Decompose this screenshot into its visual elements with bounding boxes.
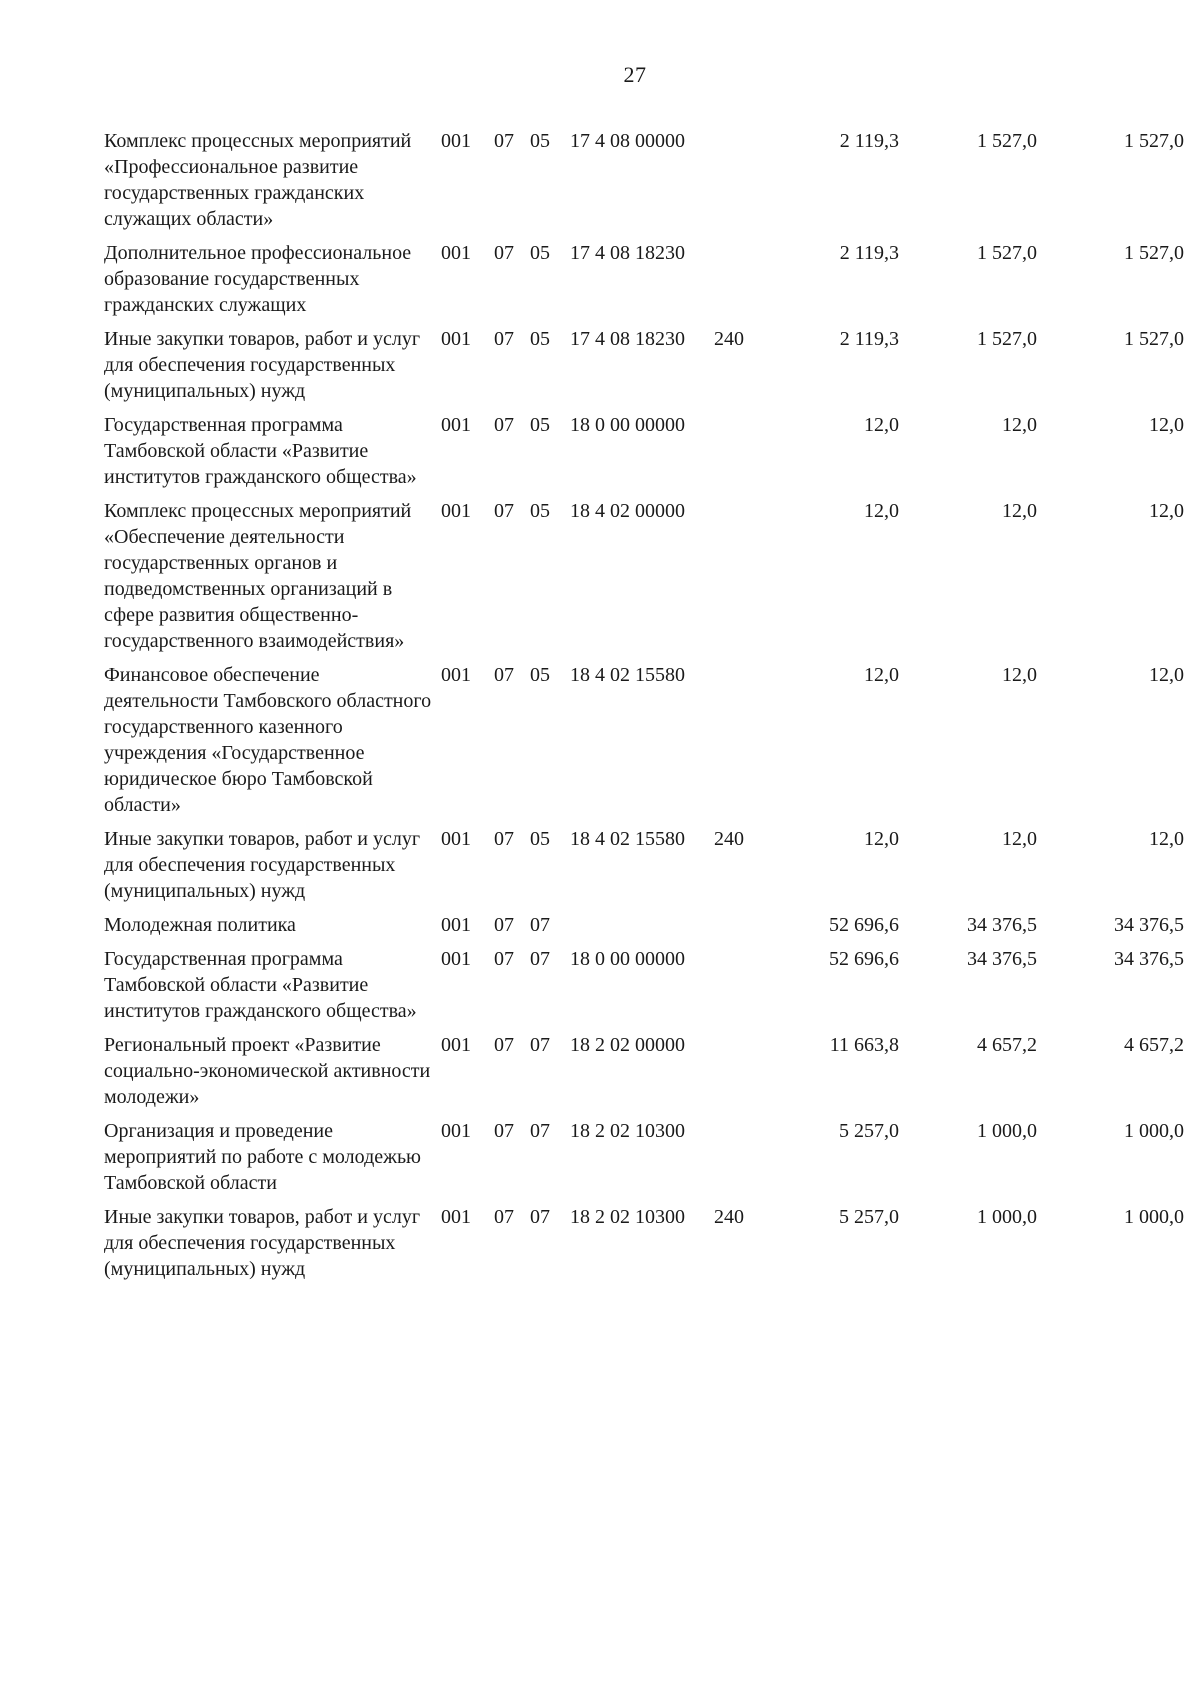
row-target-article-code: 18 2 02 10300 [570, 1206, 685, 1228]
table-row [104, 662, 1184, 826]
row-name: Комплекс процессных мероприятий «Обеспечение деятельности государственных органов и подведомственных организаций в сфере развития общественно-государственного взаимодействия» [104, 500, 412, 652]
row-amount-year-3: 12,0 [1149, 664, 1184, 686]
row-amount-year-3: 12,0 [1149, 500, 1184, 522]
row-subsection-code: 07 [530, 948, 550, 970]
row-subsection-code: 07 [530, 914, 550, 936]
row-name: Государственная программа Тамбовской области «Развитие институтов гражданского общества» [104, 948, 417, 1022]
row-grbs-code: 001 [441, 328, 471, 350]
row-grbs-code: 001 [441, 828, 471, 850]
row-grbs-code: 001 [441, 948, 471, 970]
row-amount-year-2: 34 376,5 [967, 948, 1037, 970]
row-expense-type-code: 240 [714, 1206, 744, 1228]
row-amount-year-2: 1 000,0 [977, 1206, 1037, 1228]
row-target-article-code [570, 912, 714, 946]
row-expense-type-code [714, 412, 774, 498]
row-amount-year-2: 12,0 [1002, 500, 1037, 522]
row-section-code: 07 [494, 914, 514, 936]
row-subsection-code: 05 [530, 242, 550, 264]
row-target-article-code: 18 0 00 00000 [570, 414, 685, 436]
row-amount-year-2: 12,0 [1002, 828, 1037, 850]
row-expense-type-code: 240 [714, 828, 744, 850]
row-subsection-code: 07 [530, 1206, 550, 1228]
row-target-article-code: 18 4 02 00000 [570, 500, 685, 522]
row-amount-year-1: 5 257,0 [839, 1206, 899, 1228]
row-amount-year-1: 2 119,3 [839, 130, 899, 152]
row-target-article-code: 17 4 08 00000 [570, 130, 685, 152]
row-amount-year-3: 34 376,5 [1114, 914, 1184, 936]
row-section-code: 07 [494, 828, 514, 850]
row-expense-type-code [714, 498, 774, 662]
row-section-code: 07 [494, 664, 514, 686]
row-name: Иные закупки товаров, работ и услуг для обеспечения государственных (муниципальных) нужд [104, 828, 421, 902]
table-row [104, 912, 1184, 946]
row-amount-year-2: 1 527,0 [977, 328, 1037, 350]
table-row [104, 1032, 1184, 1118]
row-amount-year-3: 1 527,0 [1124, 242, 1184, 264]
row-name: Иные закупки товаров, работ и услуг для обеспечения государственных (муниципальных) нужд [104, 328, 421, 402]
row-name: Организация и проведение мероприятий по работе с молодежью Тамбовской области [104, 1120, 422, 1194]
row-amount-year-1: 11 663,8 [829, 1034, 899, 1056]
table-row [104, 128, 1184, 240]
row-expense-type-code [714, 1032, 774, 1118]
row-name: Дополнительное профессиональное образование государственных гражданских служащих [104, 242, 412, 316]
row-subsection-code: 07 [530, 1120, 550, 1142]
row-amount-year-2: 1 527,0 [977, 130, 1037, 152]
row-expense-type-code: 240 [714, 328, 744, 350]
row-section-code: 07 [494, 414, 514, 436]
row-expense-type-code [714, 912, 774, 946]
row-grbs-code: 001 [441, 914, 471, 936]
row-grbs-code: 001 [441, 242, 471, 264]
row-expense-type-code [714, 1118, 774, 1204]
row-expense-type-code [714, 128, 774, 240]
row-amount-year-3: 1 000,0 [1124, 1206, 1184, 1228]
row-section-code: 07 [494, 242, 514, 264]
row-target-article-code: 18 2 02 10300 [570, 1120, 685, 1142]
row-amount-year-3: 1 527,0 [1124, 130, 1184, 152]
row-expense-type-code [714, 240, 774, 326]
row-section-code: 07 [494, 130, 514, 152]
row-target-article-code: 18 2 02 00000 [570, 1034, 685, 1056]
row-subsection-code: 05 [530, 828, 550, 850]
row-target-article-code: 17 4 08 18230 [570, 328, 685, 350]
table-row [104, 1118, 1184, 1204]
row-amount-year-3: 12,0 [1149, 414, 1184, 436]
row-amount-year-3: 4 657,2 [1124, 1034, 1184, 1056]
row-name: Молодежная политика [104, 914, 296, 936]
row-section-code: 07 [494, 500, 514, 522]
row-amount-year-3: 34 376,5 [1114, 948, 1184, 970]
row-amount-year-2: 12,0 [1002, 414, 1037, 436]
row-amount-year-1: 2 119,3 [839, 242, 899, 264]
row-subsection-code: 05 [530, 328, 550, 350]
row-section-code: 07 [494, 328, 514, 350]
row-grbs-code: 001 [441, 1034, 471, 1056]
row-grbs-code: 001 [441, 414, 471, 436]
row-grbs-code: 001 [441, 130, 471, 152]
row-amount-year-1: 12,0 [864, 414, 899, 436]
table-row [104, 412, 1184, 498]
row-amount-year-2: 34 376,5 [967, 914, 1037, 936]
row-grbs-code: 001 [441, 1120, 471, 1142]
budget-table [104, 128, 1184, 1290]
row-amount-year-3: 12,0 [1149, 828, 1184, 850]
row-expense-type-code [714, 946, 774, 1032]
page-number: 27 [623, 62, 647, 87]
row-amount-year-2: 1 000,0 [977, 1120, 1037, 1142]
row-target-article-code: 17 4 08 18230 [570, 242, 685, 264]
row-amount-year-1: 2 119,3 [839, 328, 899, 350]
table-row [104, 240, 1184, 326]
row-subsection-code: 05 [530, 664, 550, 686]
row-subsection-code: 05 [530, 414, 550, 436]
row-subsection-code: 07 [530, 1034, 550, 1056]
row-grbs-code: 001 [441, 500, 471, 522]
row-section-code: 07 [494, 1034, 514, 1056]
row-name: Иные закупки товаров, работ и услуг для обеспечения государственных (муниципальных) нужд [104, 1206, 421, 1280]
table-row [104, 826, 1184, 912]
row-section-code: 07 [494, 1120, 514, 1142]
row-subsection-code: 05 [530, 130, 550, 152]
table-body [104, 128, 1184, 1290]
table-row [104, 498, 1184, 662]
row-amount-year-1: 5 257,0 [839, 1120, 899, 1142]
row-section-code: 07 [494, 1206, 514, 1228]
row-amount-year-2: 12,0 [1002, 664, 1037, 686]
row-target-article-code: 18 4 02 15580 [570, 664, 685, 686]
row-amount-year-1: 12,0 [864, 500, 899, 522]
row-grbs-code: 001 [441, 664, 471, 686]
row-name: Государственная программа Тамбовской области «Развитие институтов гражданского общества» [104, 414, 417, 488]
row-amount-year-1: 12,0 [864, 664, 899, 686]
row-expense-type-code [714, 662, 774, 826]
row-amount-year-3: 1 527,0 [1124, 328, 1184, 350]
row-amount-year-3: 1 000,0 [1124, 1120, 1184, 1142]
row-amount-year-2: 1 527,0 [977, 242, 1037, 264]
row-amount-year-1: 12,0 [864, 828, 899, 850]
table-row [104, 946, 1184, 1032]
row-name: Региональный проект «Развитие социально-экономической активности молодежи» [104, 1034, 431, 1108]
table-row [104, 1204, 1184, 1290]
row-amount-year-2: 4 657,2 [977, 1034, 1037, 1056]
row-amount-year-1: 52 696,6 [829, 914, 899, 936]
row-name: Финансовое обеспечение деятельности Тамбовского областного государственного казенного учреждения «Государственное юридическое бюро Тамбовской области» [104, 664, 432, 816]
row-name: Комплекс процессных мероприятий «Профессиональное развитие государственных гражданских служащих области» [104, 130, 412, 230]
row-target-article-code: 18 4 02 15580 [570, 828, 685, 850]
table-row [104, 326, 1184, 412]
row-subsection-code: 05 [530, 500, 550, 522]
row-grbs-code: 001 [441, 1206, 471, 1228]
row-amount-year-1: 52 696,6 [829, 948, 899, 970]
row-target-article-code: 18 0 00 00000 [570, 948, 685, 970]
row-section-code: 07 [494, 948, 514, 970]
